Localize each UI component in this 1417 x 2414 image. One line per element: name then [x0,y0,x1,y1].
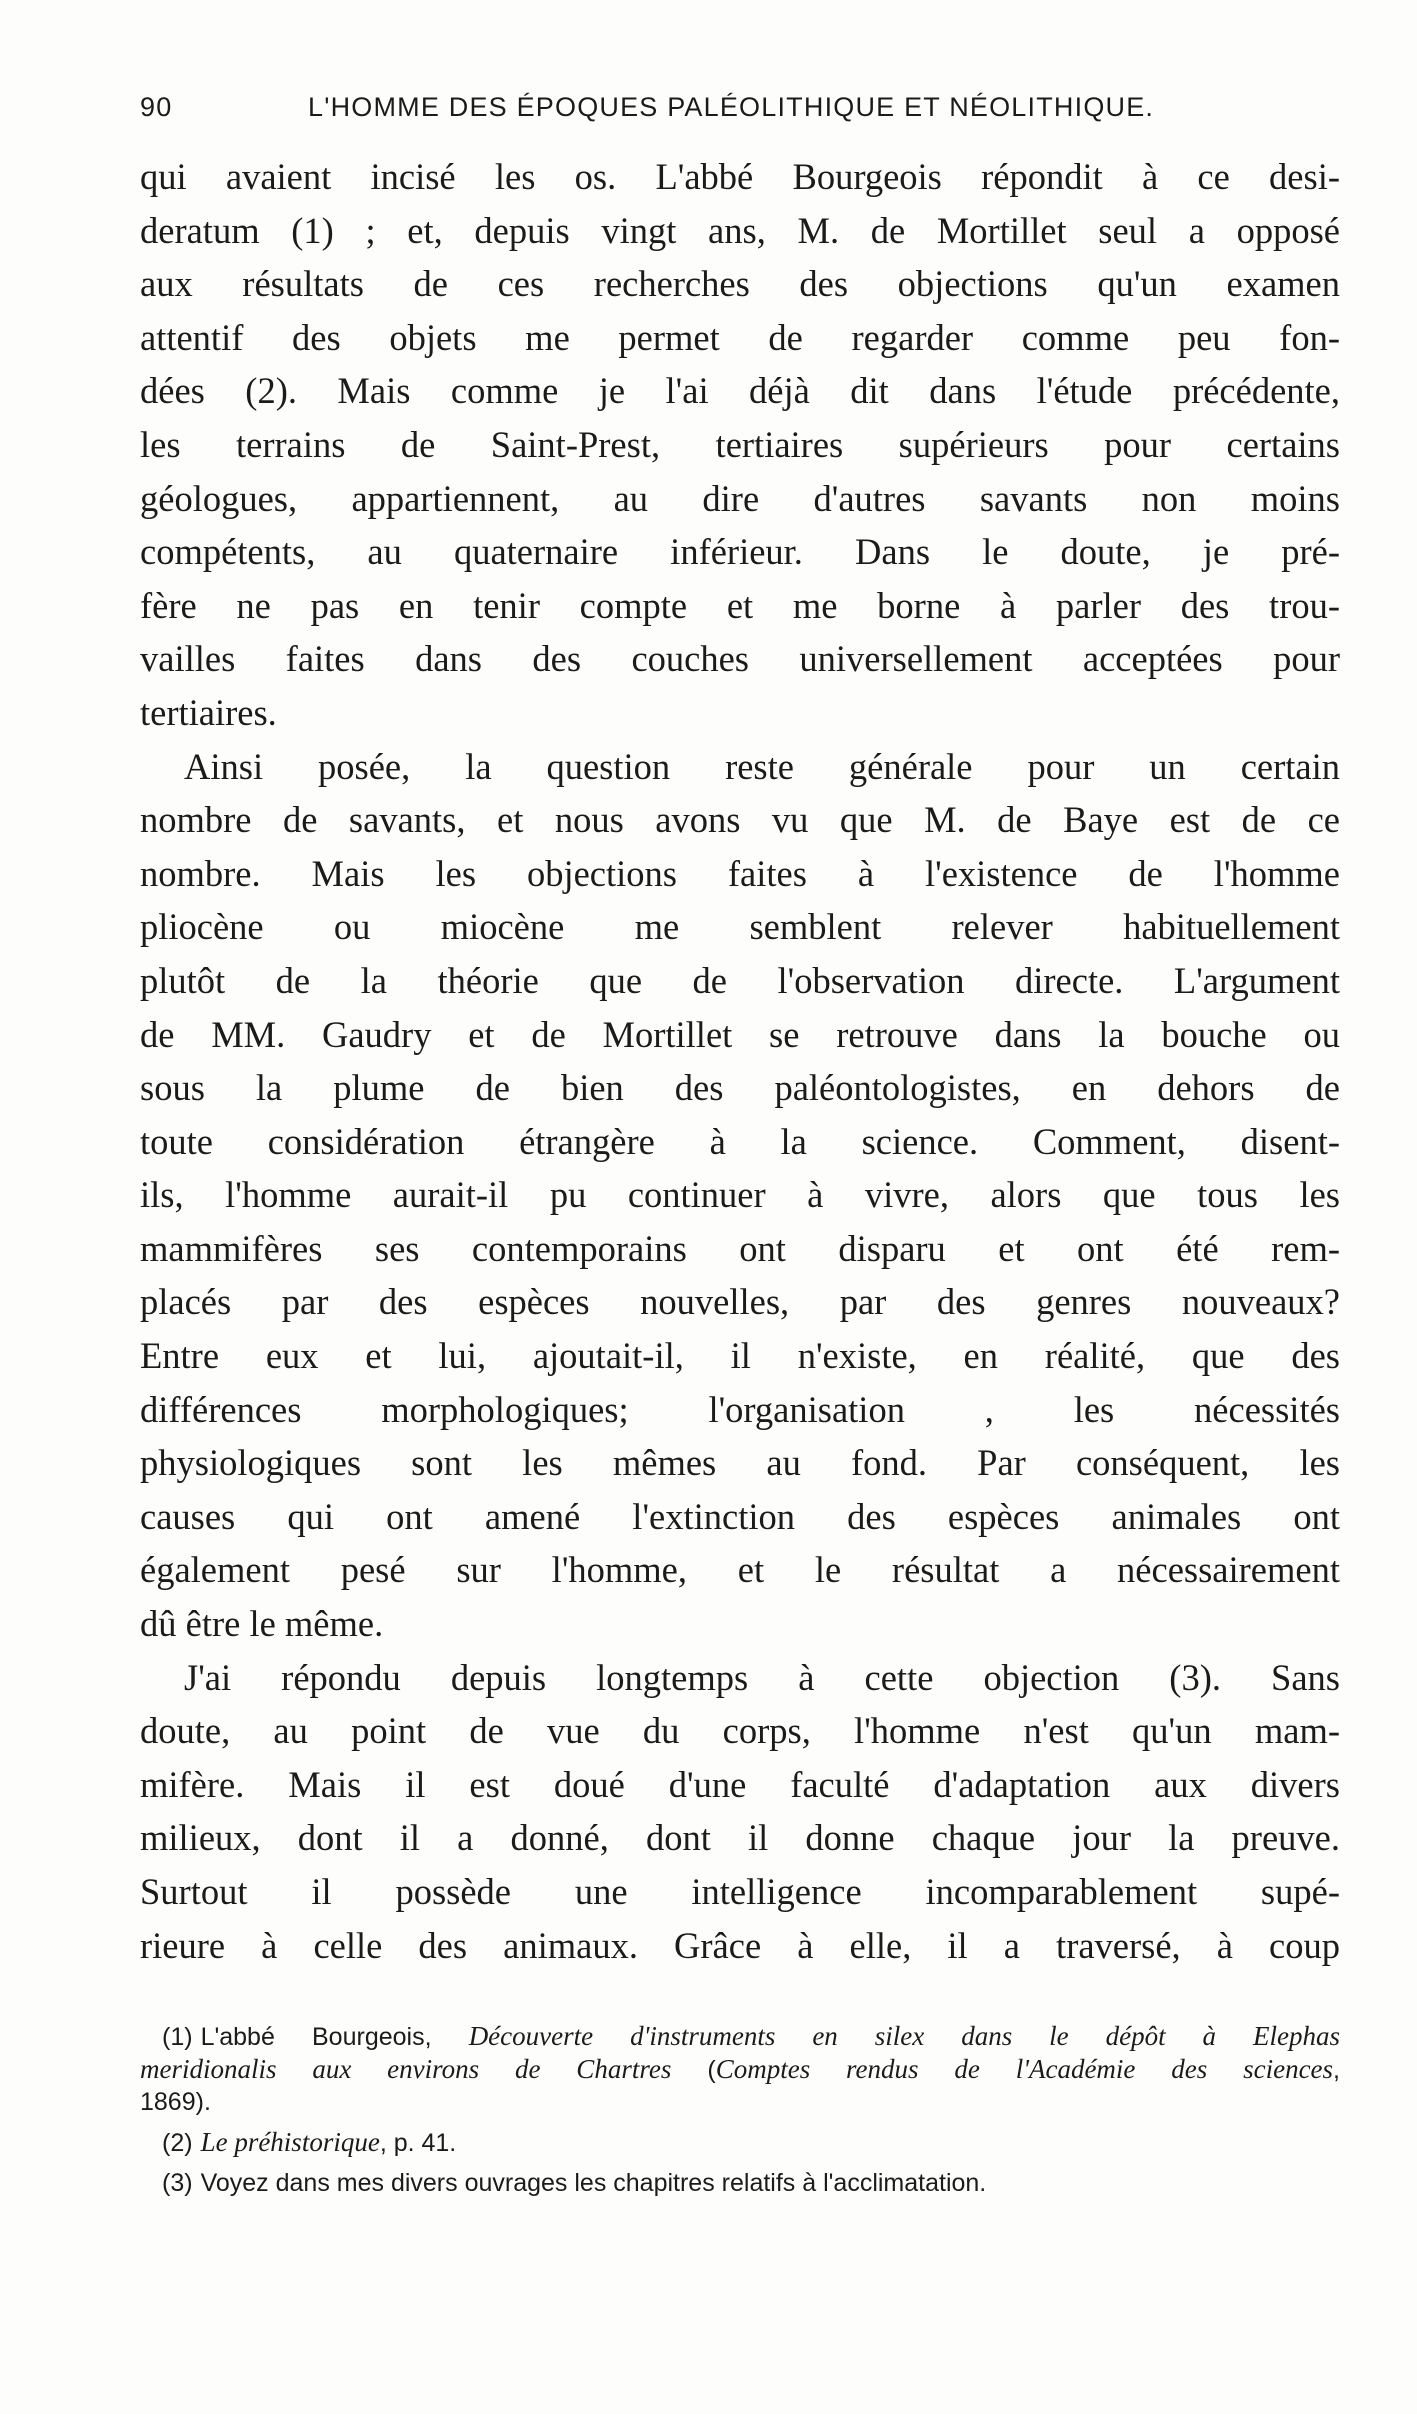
text-line: dû être le même. [140,1603,384,1645]
footnote-3 [140,2167,1340,2199]
body-text [140,150,1340,1972]
text-line: J'ai répondu depuis longtemps à cette objection (3). Sans [184,1656,1340,1698]
page-number: 90 [140,92,173,122]
text-line: Ainsi posée, la question reste générale pour un certain [184,745,1340,787]
text-line: sous la plume de bien des paléontologistes, en dehors de [140,1067,1340,1109]
text-line: géologues, appartiennent, au dire d'autres savants non moins [140,477,1340,519]
text-line: compétents, au quaternaire inférieur. Dans le doute, je pré- [140,531,1340,573]
footnote-line [140,2126,1340,2159]
text-line: les terrains de Saint-Prest, tertiaires supérieurs pour certains [140,423,1340,465]
footnote-author: L'abbé Bourgeois, [200,2023,432,2051]
text-line: mammifères ses contemporains ont disparu et ont été rem- [140,1227,1340,1269]
text-line: placés par des espèces nouvelles, par des genres nouveaux? [140,1281,1340,1323]
footnote-number: (1) [162,2023,193,2051]
text-line: toute considération étrangère à la science. Comment, disent- [140,1120,1340,1162]
running-title: L'HOMME DES ÉPOQUES PALÉOLITHIQUE ET NÉOLITHIQUE. [308,92,1155,122]
footnote-title-cont: meridionalis aux environs de Chartres [140,2054,672,2084]
text-line: qui avaient incisé les os. L'abbé Bourgeois répondit à ce desi- [140,156,1340,197]
text-line: deratum (1) ; et, depuis vingt ans, M. de Mortillet seul a opposé [140,209,1340,251]
footnote-paren: ( [671,2056,716,2084]
text-line: attentif des objets me permet de regarder comme peu fon- [140,316,1340,358]
text-line: différences morphologiques; l'organisation , les nécessités [140,1388,1340,1430]
text-line: doute, au point de vue du corps, l'homme n'est qu'un mam- [140,1710,1340,1752]
footnote-line [140,2053,1340,2086]
text-line: Entre eux et lui, ajoutait-il, il n'existe, en réalité, que des [140,1335,1340,1377]
footnote-number: (2) [162,2129,193,2157]
text-line: de MM. Gaudry et de Mortillet se retrouve dans la bouche ou [140,1013,1340,1055]
text-line: causes qui ont amené l'extinction des espèces animales ont [140,1495,1340,1537]
text-line: dées (2). Mais comme je l'ai déjà dit dans l'étude précédente, [140,370,1340,412]
text-line: ils, l'homme aurait-il pu continuer à vivre, alors que tous les [140,1174,1340,1216]
text-line: tertiaires. [140,691,277,733]
footnote-title: Le préhistorique [200,2127,380,2157]
footnote-line [140,2020,1340,2053]
footnote-comma: , [1333,2056,1340,2084]
running-head [140,92,1340,132]
footnote-1 [140,2020,1340,2118]
footnote-text: Voyez dans mes divers ouvrages les chapitres relatifs à l'acclimatation. [200,2169,987,2197]
paragraph-1 [140,150,1340,740]
paragraph-3 [140,1651,1340,1973]
text-line: également pesé sur l'homme, et le résultat a nécessairement [140,1549,1340,1591]
footnote-2 [140,2126,1340,2159]
text-line: rieure à celle des animaux. Grâce à elle, il a traversé, à coup [140,1924,1340,1966]
text-line: physiologiques sont les mêmes au fond. Par conséquent, les [140,1442,1340,1484]
footnote-number: (3) [162,2169,193,2197]
text-line: fère ne pas en tenir compte et me borne à parler des trou- [140,584,1340,626]
paragraph-2 [140,740,1340,1651]
footnote-line: 1869). [140,2088,211,2116]
text-line: plutôt de la théorie que de l'observation directe. L'argument [140,959,1340,1001]
footnotes [140,2020,1340,2207]
text-line: nombre de savants, et nous avons vu que M. de Baye est de ce [140,799,1340,841]
footnote-rest: , p. 41. [379,2129,457,2157]
text-line: milieux, dont il a donné, dont il donne chaque jour la preuve. [140,1817,1340,1859]
text-line: Surtout il possède une intelligence incomparablement supé- [140,1871,1340,1912]
text-line: nombre. Mais les objections faites à l'existence de l'homme [140,852,1340,894]
text-line: mifère. Mais il est doué d'une faculté d'adaptation aux divers [140,1763,1340,1805]
footnote-line [140,2167,1340,2199]
text-line: aux résultats de ces recherches des objections qu'un examen [140,263,1340,305]
text-line: vailles faites dans des couches universellement acceptées pour [140,638,1340,680]
footnote-title: Découverte d'instruments en silex dans le dépôt à Elephas [468,2021,1340,2051]
text-line: pliocène ou miocène me semblent relever habituellement [140,906,1340,948]
footnote-source: Comptes rendus de l'Académie des sciences [715,2054,1334,2084]
